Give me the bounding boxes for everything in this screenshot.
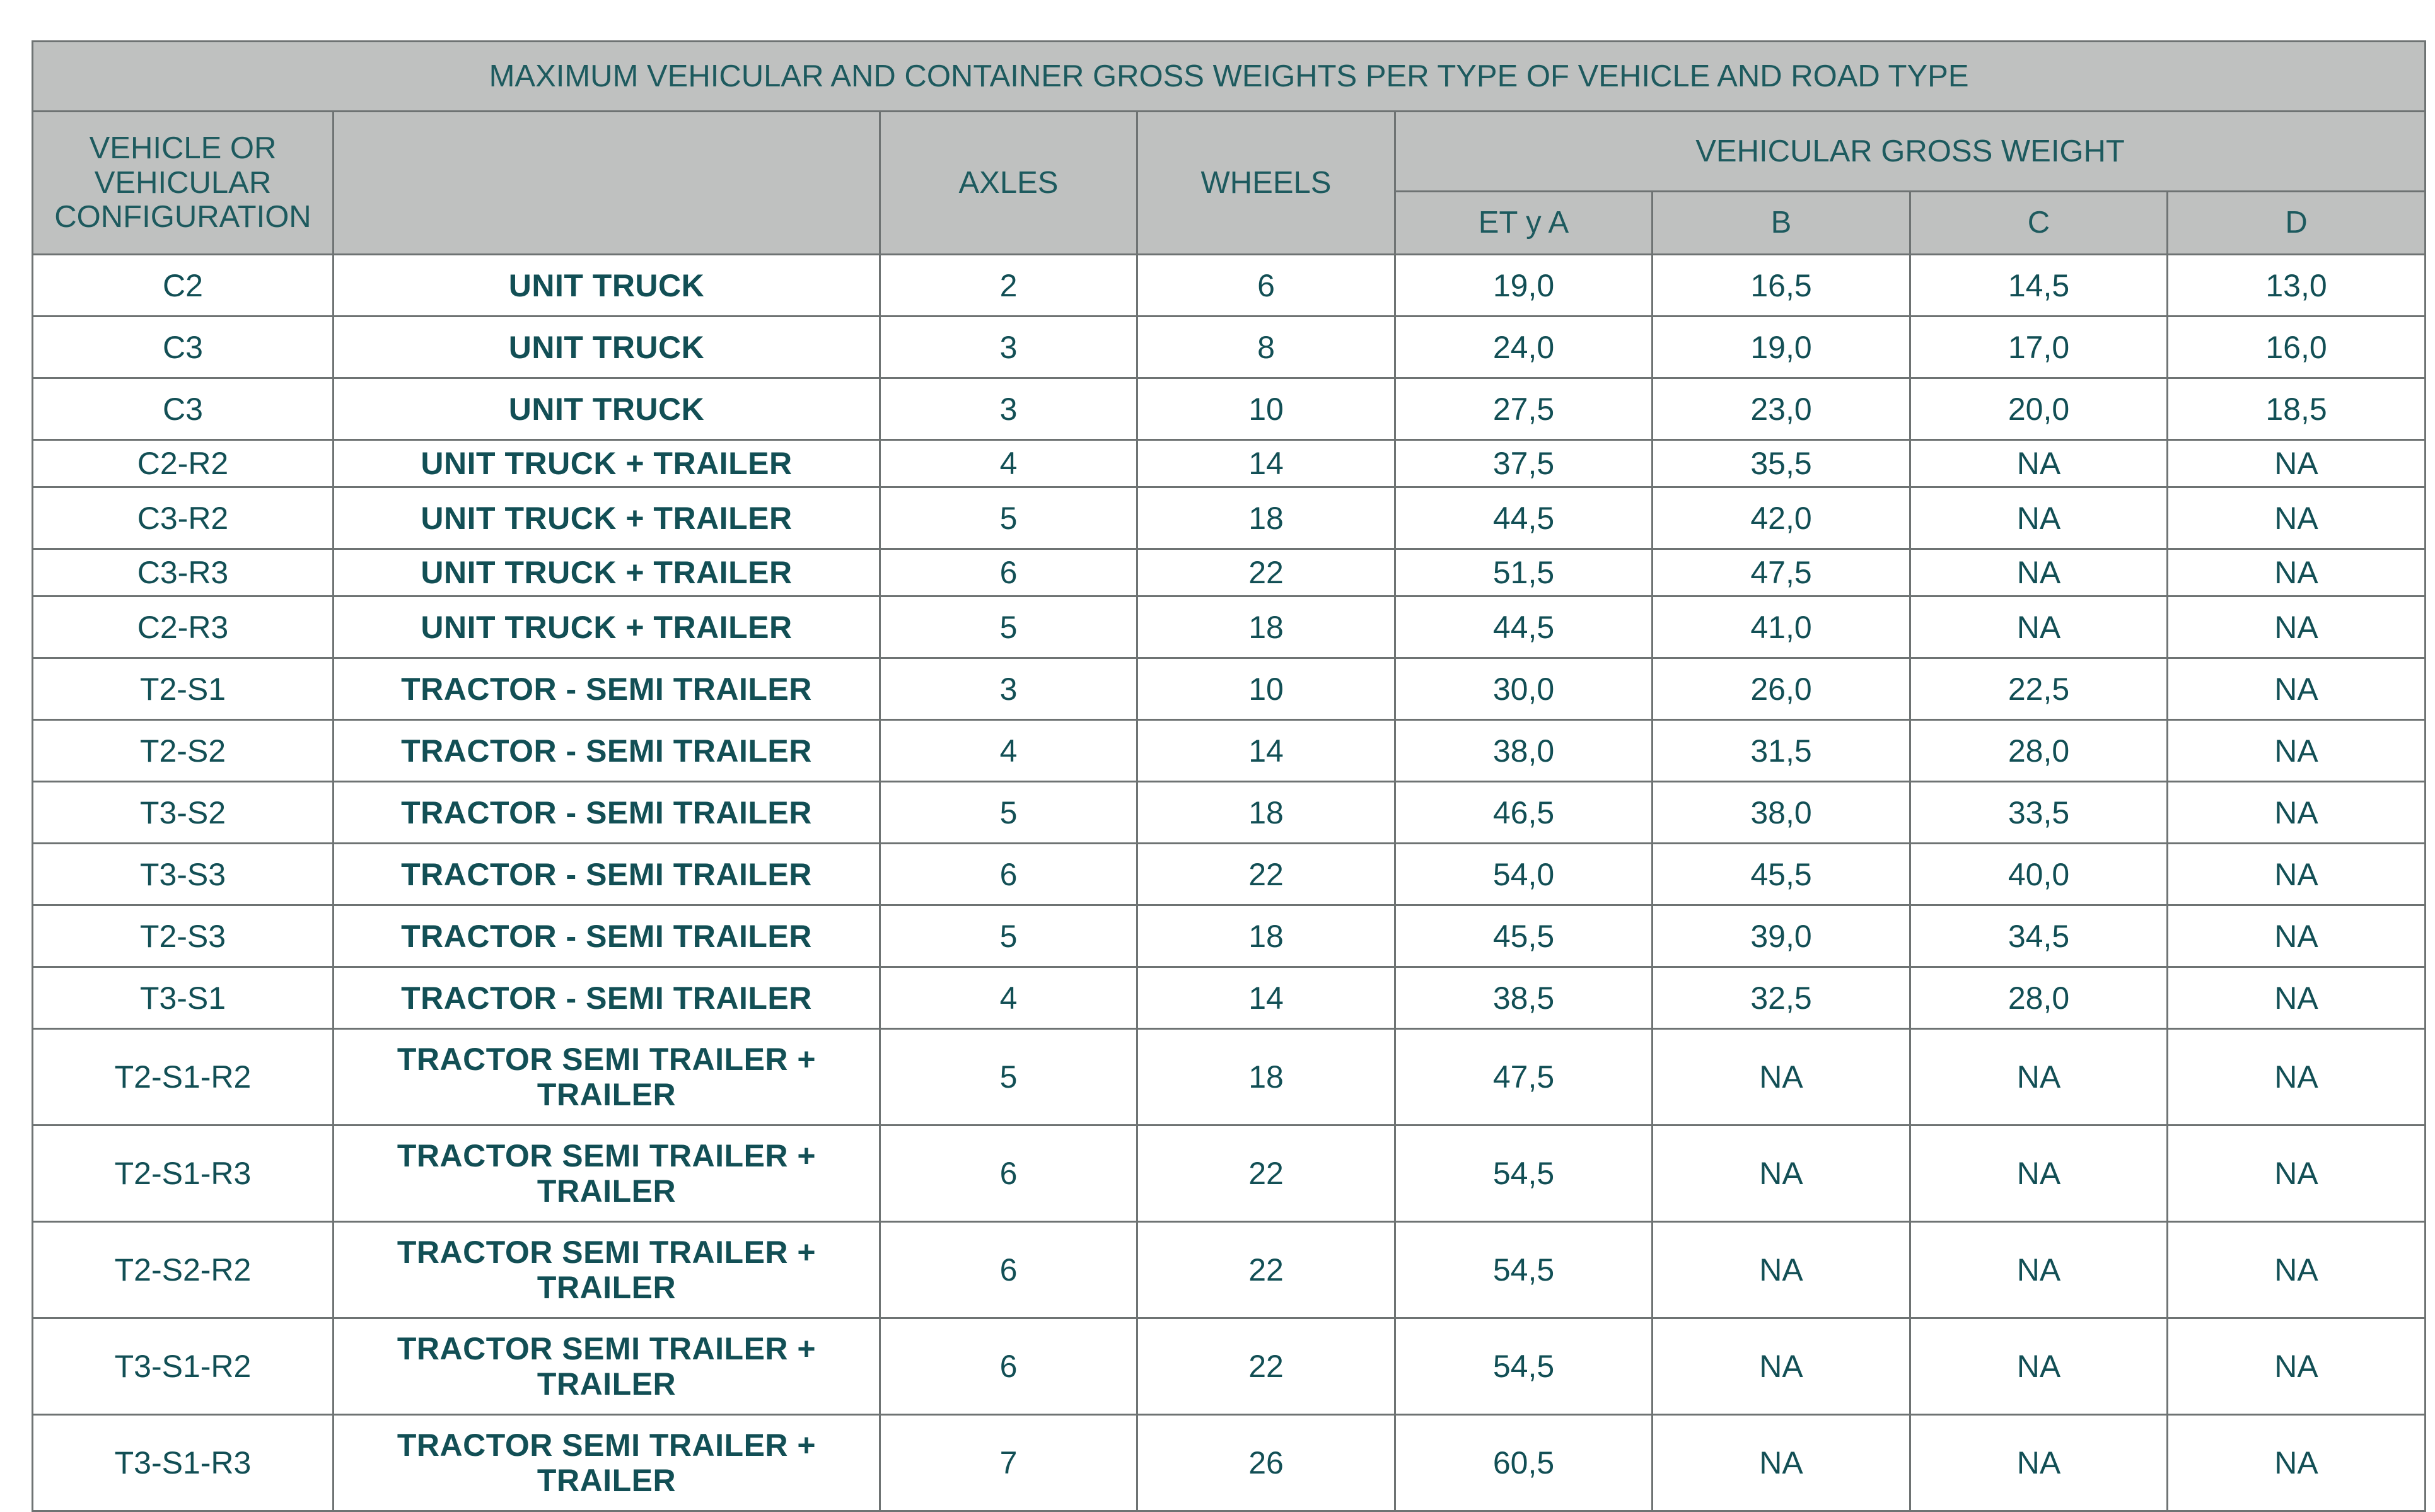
table-row [33,1222,2426,1318]
table-row [33,549,2426,596]
weight-d-cell: 13,0 [2168,255,2426,317]
weight-c-cell: 33,5 [1910,782,2168,844]
wheels-cell: 14 [1137,720,1395,782]
vehicle-type-cell: TRACTOR SEMI TRAILER + TRAILER [334,1029,880,1125]
weight-c-cell: 28,0 [1910,720,2168,782]
weight-d-cell: NA [2168,440,2426,487]
weight-b-cell: 47,5 [1653,549,1910,596]
table-row [33,905,2426,967]
vehicle-code-cell: C3-R3 [33,549,334,596]
vehicle-type-cell: UNIT TRUCK [334,255,880,317]
weight-b-cell: 38,0 [1653,782,1910,844]
weight-d-cell: NA [2168,905,2426,967]
weight-et-y-a-cell: 54,0 [1395,844,1653,905]
weight-b-cell: NA [1653,1318,1910,1415]
axles-cell: 5 [880,487,1137,549]
vehicle-code-cell: C3-R2 [33,487,334,549]
weight-et-y-a-cell: 19,0 [1395,255,1653,317]
weight-d-cell: NA [2168,1125,2426,1222]
axles-cell: 6 [880,844,1137,905]
weight-c-cell: 34,5 [1910,905,2168,967]
weight-b-cell: 32,5 [1653,967,1910,1029]
axles-cell: 6 [880,549,1137,596]
weight-et-y-a-cell: 45,5 [1395,905,1653,967]
weight-b-cell: 35,5 [1653,440,1910,487]
weight-c-cell: NA [1910,1415,2168,1511]
weight-et-y-a-cell: 27,5 [1395,378,1653,440]
wheels-cell: 14 [1137,440,1395,487]
wheels-cell: 22 [1137,1125,1395,1222]
table-row [33,720,2426,782]
wheels-cell: 18 [1137,1029,1395,1125]
weight-et-y-a-cell: 51,5 [1395,549,1653,596]
weight-b-cell: 39,0 [1653,905,1910,967]
weight-b-cell: NA [1653,1029,1910,1125]
weight-d-cell: NA [2168,1222,2426,1318]
weight-d-cell: NA [2168,967,2426,1029]
weight-c-cell: 22,5 [1910,658,2168,720]
table-row [33,440,2426,487]
axles-cell: 6 [880,1222,1137,1318]
weight-et-y-a-cell: 60,5 [1395,1415,1653,1511]
weight-d-cell: NA [2168,1029,2426,1125]
weight-d-cell: NA [2168,658,2426,720]
weight-et-y-a-cell: 44,5 [1395,596,1653,658]
weight-c-cell: NA [1910,487,2168,549]
table-row [33,378,2426,440]
weight-b-cell: 26,0 [1653,658,1910,720]
axles-cell: 4 [880,440,1137,487]
axles-cell: 6 [880,1318,1137,1415]
weight-et-y-a-cell: 30,0 [1395,658,1653,720]
header-description [334,112,880,255]
header-axles: AXLES [880,112,1137,255]
axles-cell: 5 [880,596,1137,658]
vehicle-code-cell: T2-S1-R2 [33,1029,334,1125]
wheels-cell: 22 [1137,1222,1395,1318]
table-row [33,1029,2426,1125]
table-row [33,782,2426,844]
table-row [33,487,2426,549]
gross-weights-table [32,40,2426,1512]
weight-c-cell: 17,0 [1910,317,2168,378]
axles-cell: 3 [880,378,1137,440]
vehicle-type-cell: UNIT TRUCK + TRAILER [334,440,880,487]
weight-c-cell: 20,0 [1910,378,2168,440]
table-row [33,844,2426,905]
wheels-cell: 18 [1137,905,1395,967]
wheels-cell: 14 [1137,967,1395,1029]
weight-c-cell: 40,0 [1910,844,2168,905]
wheels-cell: 8 [1137,317,1395,378]
wheels-cell: 18 [1137,487,1395,549]
header-vehicle-config: VEHICLE OR VEHICULAR CONFIGURATION [33,112,334,255]
vehicle-code-cell: C2-R3 [33,596,334,658]
vehicle-code-cell: T3-S3 [33,844,334,905]
table-row [33,1318,2426,1415]
vehicle-code-cell: T3-S1-R2 [33,1318,334,1415]
weight-c-cell: NA [1910,1029,2168,1125]
vehicle-code-cell: C3 [33,317,334,378]
wheels-cell: 10 [1137,378,1395,440]
weight-d-cell: 16,0 [2168,317,2426,378]
wheels-cell: 18 [1137,596,1395,658]
vehicle-type-cell: UNIT TRUCK [334,317,880,378]
header-wheels: WHEELS [1137,112,1395,255]
weight-et-y-a-cell: 54,5 [1395,1318,1653,1415]
table-body [33,255,2426,1511]
vehicle-type-cell: TRACTOR - SEMI TRAILER [334,905,880,967]
weight-b-cell: 19,0 [1653,317,1910,378]
weight-d-cell: NA [2168,487,2426,549]
vehicle-code-cell: T2-S3 [33,905,334,967]
table-row [33,658,2426,720]
weight-d-cell: NA [2168,1318,2426,1415]
vehicle-type-cell: TRACTOR SEMI TRAILER + TRAILER [334,1415,880,1511]
weight-et-y-a-cell: 47,5 [1395,1029,1653,1125]
axles-cell: 3 [880,317,1137,378]
weight-c-cell: 28,0 [1910,967,2168,1029]
weight-b-cell: NA [1653,1222,1910,1318]
weight-c-cell: NA [1910,549,2168,596]
wheels-cell: 22 [1137,844,1395,905]
vehicle-type-cell: TRACTOR SEMI TRAILER + TRAILER [334,1222,880,1318]
weight-et-y-a-cell: 38,5 [1395,967,1653,1029]
weight-d-cell: NA [2168,549,2426,596]
weight-d-cell: 18,5 [2168,378,2426,440]
weight-et-y-a-cell: 38,0 [1395,720,1653,782]
weight-et-y-a-cell: 46,5 [1395,782,1653,844]
vehicle-code-cell: C2-R2 [33,440,334,487]
axles-cell: 4 [880,967,1137,1029]
weight-c-cell: NA [1910,1125,2168,1222]
header-road-d: D [2168,192,2426,255]
table-row [33,1125,2426,1222]
weight-c-cell: NA [1910,440,2168,487]
weight-c-cell: NA [1910,596,2168,658]
vehicle-code-cell: T2-S2 [33,720,334,782]
table-row [33,1415,2426,1511]
weight-c-cell: NA [1910,1222,2168,1318]
vehicle-type-cell: UNIT TRUCK + TRAILER [334,487,880,549]
weight-b-cell: 16,5 [1653,255,1910,317]
vehicle-type-cell: TRACTOR - SEMI TRAILER [334,720,880,782]
vehicle-type-cell: UNIT TRUCK + TRAILER [334,549,880,596]
vehicle-code-cell: T3-S1 [33,967,334,1029]
header-gross-weight: VEHICULAR GROSS WEIGHT [1395,112,2426,192]
wheels-cell: 22 [1137,1318,1395,1415]
vehicle-type-cell: TRACTOR - SEMI TRAILER [334,658,880,720]
weight-d-cell: NA [2168,1415,2426,1511]
wheels-cell: 6 [1137,255,1395,317]
vehicle-type-cell: TRACTOR SEMI TRAILER + TRAILER [334,1318,880,1415]
weight-b-cell: 23,0 [1653,378,1910,440]
weight-et-y-a-cell: 24,0 [1395,317,1653,378]
weight-b-cell: NA [1653,1125,1910,1222]
header-road-c: C [1910,192,2168,255]
weight-et-y-a-cell: 44,5 [1395,487,1653,549]
wheels-cell: 26 [1137,1415,1395,1511]
table-row [33,317,2426,378]
vehicle-type-cell: TRACTOR - SEMI TRAILER [334,967,880,1029]
axles-cell: 3 [880,658,1137,720]
vehicle-code-cell: T3-S1-R3 [33,1415,334,1511]
vehicle-type-cell: TRACTOR - SEMI TRAILER [334,782,880,844]
axles-cell: 5 [880,905,1137,967]
weight-b-cell: 45,5 [1653,844,1910,905]
vehicle-type-cell: TRACTOR - SEMI TRAILER [334,844,880,905]
weight-et-y-a-cell: 54,5 [1395,1125,1653,1222]
wheels-cell: 18 [1137,782,1395,844]
weight-b-cell: NA [1653,1415,1910,1511]
vehicle-code-cell: T2-S1-R3 [33,1125,334,1222]
header-road-et-y-a: ET y A [1395,192,1653,255]
axles-cell: 4 [880,720,1137,782]
table-row [33,255,2426,317]
vehicle-code-cell: T3-S2 [33,782,334,844]
weight-d-cell: NA [2168,720,2426,782]
weight-c-cell: NA [1910,1318,2168,1415]
axles-cell: 6 [880,1125,1137,1222]
vehicle-code-cell: T2-S2-R2 [33,1222,334,1318]
table-row [33,596,2426,658]
vehicle-code-cell: T2-S1 [33,658,334,720]
vehicle-type-cell: TRACTOR SEMI TRAILER + TRAILER [334,1125,880,1222]
table-title: MAXIMUM VEHICULAR AND CONTAINER GROSS WEIGHTS PER TYPE OF VEHICLE AND ROAD TYPE [33,42,2426,112]
vehicle-code-cell: C3 [33,378,334,440]
vehicle-code-cell: C2 [33,255,334,317]
wheels-cell: 10 [1137,658,1395,720]
weight-c-cell: 14,5 [1910,255,2168,317]
vehicle-type-cell: UNIT TRUCK + TRAILER [334,596,880,658]
axles-cell: 7 [880,1415,1137,1511]
axles-cell: 5 [880,782,1137,844]
weight-et-y-a-cell: 37,5 [1395,440,1653,487]
wheels-cell: 22 [1137,549,1395,596]
weight-b-cell: 42,0 [1653,487,1910,549]
weight-d-cell: NA [2168,844,2426,905]
axles-cell: 5 [880,1029,1137,1125]
axles-cell: 2 [880,255,1137,317]
weight-b-cell: 41,0 [1653,596,1910,658]
header-road-b: B [1653,192,1910,255]
weight-b-cell: 31,5 [1653,720,1910,782]
weight-et-y-a-cell: 54,5 [1395,1222,1653,1318]
weight-d-cell: NA [2168,782,2426,844]
vehicle-type-cell: UNIT TRUCK [334,378,880,440]
table-row [33,967,2426,1029]
weight-d-cell: NA [2168,596,2426,658]
